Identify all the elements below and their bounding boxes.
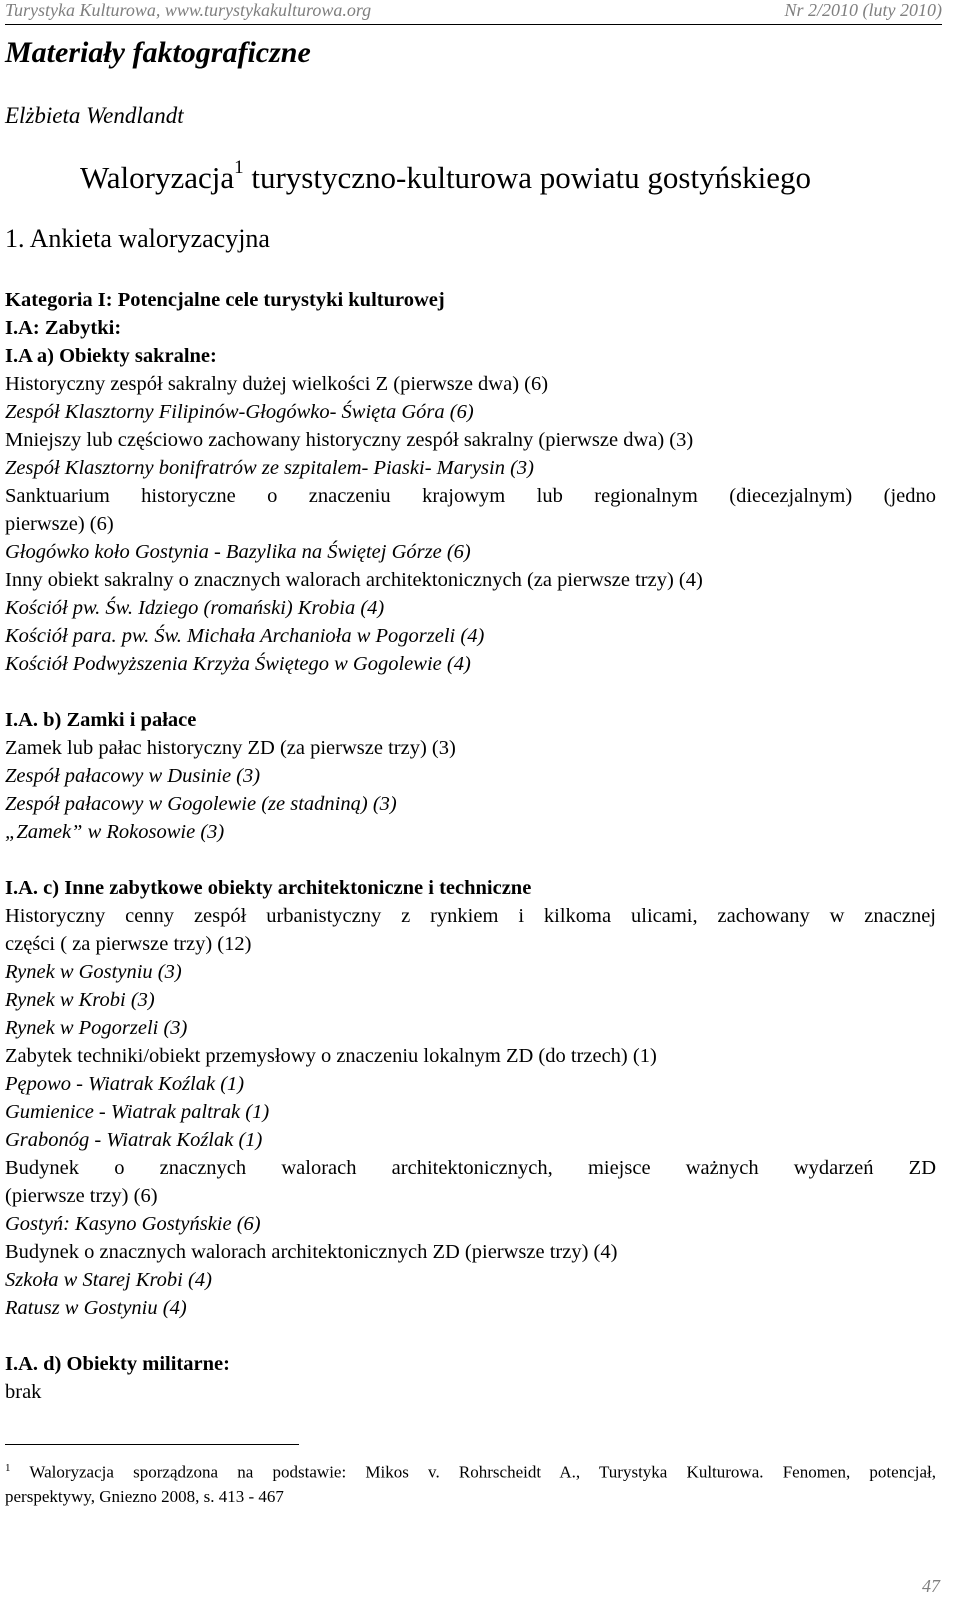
item-example: Głogówko koło Gostynia - Bazylika na Świętej Górze (6)	[5, 541, 471, 563]
item-example: Kościół pw. Św. Idziego (romański) Krobia (4)	[5, 597, 385, 619]
text-line: Inny obiekt sakralny o znacznych walorach architektonicznych (za pierwsze trzy) (4)	[5, 569, 703, 591]
text-line: brak	[5, 1381, 42, 1403]
text-line: pierwsze) (6)	[5, 513, 114, 535]
subsection-heading: I.A. c) Inne zabytkowe obiekty architektoniczne i techniczne	[5, 877, 532, 899]
body-content	[5, 286, 936, 1406]
footnote-reference[interactable]: 1	[234, 156, 244, 178]
item-example: Szkoła w Starej Krobi (4)	[5, 1269, 212, 1291]
item-example: Gumienice - Wiatrak paltrak (1)	[5, 1101, 270, 1123]
text-line: części ( za pierwsze trzy) (12)	[5, 933, 252, 955]
text-line: (pierwsze trzy) (6)	[5, 1185, 158, 1207]
subsection-heading: I.A. d) Obiekty militarne:	[5, 1353, 230, 1375]
paragraph-gap	[5, 1322, 936, 1350]
text-line: Zamek lub pałac historyczny ZD (za pierwsze trzy) (3)	[5, 737, 456, 759]
item-example: Pępowo - Wiatrak Koźlak (1)	[5, 1073, 245, 1095]
text-line: Historyczny cenny zespół urbanistyczny z rynkiem i kilkoma ulicami, zachowany w znacznej	[5, 905, 936, 927]
item-example: Zespół Klasztorny bonifratrów ze szpitalem- Piaski- Marysin (3)	[5, 457, 535, 479]
paragraph-gap	[5, 846, 936, 874]
footnote-line-2: perspektywy, Gniezno 2008, s. 413 - 467	[5, 1486, 284, 1506]
item-example: Rynek w Krobi (3)	[5, 989, 155, 1011]
text-line: Mniejszy lub częściowo zachowany historyczny zespół sakralny (pierwsze dwa) (3)	[5, 429, 694, 451]
item-example: Grabonóg - Wiatrak Koźlak (1)	[5, 1129, 263, 1151]
header-issue: Nr 2/2010 (luty 2010)	[784, 0, 942, 20]
subsection-heading: I.A: Zabytki:	[5, 317, 122, 339]
subsection-heading: I.A. b) Zamki i pałace	[5, 709, 197, 731]
subsection-heading: I.A a) Obiekty sakralne:	[5, 345, 217, 367]
page-number: 47	[922, 1576, 940, 1596]
footnote-text-1: Waloryzacja sporządzona na podstawie: Mikos v. Rohrscheidt A., Turystyka Kulturowa. Fenomen, potencjał,	[10, 1462, 936, 1482]
item-example: Gostyń: Kasyno Gostyńskie (6)	[5, 1213, 261, 1235]
subsection-heading: Kategoria I: Potencjalne cele turystyki kulturowej	[5, 289, 445, 311]
text-line: Zabytek techniki/obiekt przemysłowy o znaczeniu lokalnym ZD (do trzech) (1)	[5, 1045, 657, 1067]
footnote-separator	[5, 1444, 299, 1445]
text-line: Historyczny zespół sakralny dużej wielkości Z (pierwsze dwa) (6)	[5, 373, 549, 395]
item-example: Kościół para. pw. Św. Michała Archanioła w Pogorzeli (4)	[5, 625, 485, 647]
footnote	[5, 1456, 936, 1509]
item-example: Rynek w Pogorzeli (3)	[5, 1017, 188, 1039]
text-line: Sanktuarium historyczne o znaczeniu krajowym lub regionalnym (diecezjalnym) (jedno	[5, 485, 936, 507]
header-journal: Turystyka Kulturowa, www.turystykakulturowa.org	[5, 0, 372, 20]
item-example: „Zamek” w Rokosowie (3)	[5, 821, 225, 843]
item-example: Rynek w Gostyniu (3)	[5, 961, 182, 983]
text-line: Budynek o znacznych walorach architektonicznych ZD (pierwsze trzy) (4)	[5, 1241, 618, 1263]
running-header	[5, 0, 942, 25]
footnote-line-1	[5, 1456, 936, 1485]
section-title: Materiały faktograficzne	[5, 36, 311, 69]
item-example: Zespół pałacowy w Gogolewie (ze stadniną) (3)	[5, 793, 397, 815]
heading-ankieta: 1. Ankieta waloryzacyjna	[5, 224, 270, 253]
item-example: Zespół pałacowy w Dusinie (3)	[5, 765, 261, 787]
paragraph-gap	[5, 678, 936, 706]
document-title	[80, 156, 812, 196]
title-text-end: turystyczno-kulturowa powiatu gostyńskiego	[243, 160, 812, 195]
author-name: Elżbieta Wendlandt	[5, 103, 184, 128]
footnote-mark: 1	[5, 1462, 11, 1474]
item-example: Zespół Klasztorny Filipinów-Głogówko- Święta Góra (6)	[5, 401, 474, 423]
item-example: Ratusz w Gostyniu (4)	[5, 1297, 187, 1319]
text-line: Budynek o znacznych walorach architektonicznych, miejsce ważnych wydarzeń ZD	[5, 1157, 936, 1179]
title-text-start: Waloryzacja	[80, 160, 235, 195]
item-example: Kościół Podwyższenia Krzyża Świętego w Gogolewie (4)	[5, 653, 471, 675]
